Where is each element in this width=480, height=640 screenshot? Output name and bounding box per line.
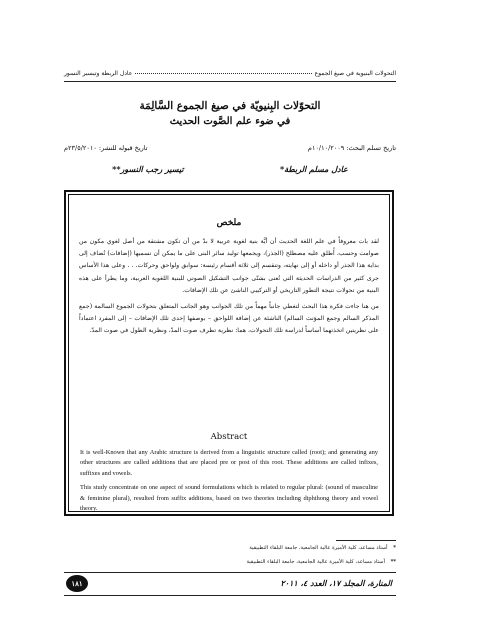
received-date: تاريخ تسلم البحث: ١٠/١٠/٢٠٠٩م xyxy=(307,144,396,152)
english-abstract-body xyxy=(80,448,378,518)
footnote-rule xyxy=(336,540,396,541)
footnote-1 xyxy=(196,545,396,551)
header-rule xyxy=(64,81,396,82)
footnotes xyxy=(196,540,396,573)
footnote-1-mark: * xyxy=(393,545,396,551)
author-1: عادل مسلم الربطة* xyxy=(279,164,348,174)
author-2: تيسير رجب النسور** xyxy=(112,164,184,174)
arabic-abstract-paragraph-2: من هنا جاءت فكرة هذا البحث لتغطي جانباً مهماً من تلك الجوانب وهو الجانب المتعلق بتحولات الجموع السالمة (جمع المذكر السالم وجمع المؤنث السالم) الناشئة عن إضافة اللواحق – بوصفها إحدى تلك الإضافات – إلى المفرد اعتماداً على نظريتين اتخذتهما أساساً لدراسة تلك التحولات، هما: نظرية تطرف صوت المدّ، ونظرية الطول في صوت المدّ. xyxy=(79,303,379,335)
footnote-2-text: أستاذ مساعد، كلية الأميرة عالية الجامعية، جامعة البلقاء التطبيقية xyxy=(246,559,385,565)
page-number: ١٨١ xyxy=(66,575,88,592)
title-line-1: التحوّلات البِنيويّة في صيغ الجموع السَّالِمَة xyxy=(139,100,321,112)
arabic-abstract-heading: ملخص xyxy=(216,218,242,228)
footnote-2-mark: ** xyxy=(390,559,396,565)
submission-dates xyxy=(64,144,396,152)
journal-citation: المنارة، المجلد ١٧، العدد ٤، ٢٠١١ xyxy=(280,578,392,588)
running-header xyxy=(64,66,396,80)
header-right-text: التحولات البنيوية في صيغ الجموع xyxy=(314,69,396,77)
arabic-abstract-body xyxy=(79,236,379,342)
paper-title xyxy=(64,100,396,127)
english-abstract-heading: Abstract xyxy=(210,432,248,442)
page-footer xyxy=(64,572,396,596)
footnote-1-text: أستاذ مساعد، كلية الأميرة عالية الجامعية، جامعة البلقاء التطبيقية xyxy=(249,545,388,551)
header-left-text: عادل الربطة وتيسير النسور xyxy=(64,69,133,77)
accepted-date: تاريخ قبوله للنشر: ٢٣/٥/٢٠١٠م xyxy=(64,144,148,152)
authors xyxy=(64,164,396,174)
header-leader-dots xyxy=(135,72,311,74)
english-abstract-paragraph-2: This study concentrate on one aspect of sound formulations which is related to regular plural: (sound of masculine & feminine plural), resulted from suffix additions, based on two theories including diphthong theory and vowel theory. xyxy=(80,484,378,513)
paper-page xyxy=(64,66,396,596)
abstract-box xyxy=(64,190,394,516)
arabic-abstract-paragraph-1: لقد بات معروفاً في علم اللغة الحديث أن أيَّة بنية لغوية عربية لا بدّ من أن تكون مشتقة من أصل لغوي مكون من صوامت وحسب، أُطلق عليه مصطلح (الجذر)، ويجمعها توليد سائر البنى على ما يمكن أن نسميها (إضافات) تُضاف إلى بداية هذا الجذر أو داخله أو إلى نهايته، وتنقسم إلى ثلاثة أقسام رئيسة: سوابق ولواحق وحركات. . . وعلى هذا الأساس جرى كثير من الدراسات الحديثة التي تُعنى بشتّى جوانب التشكيل الصوتي للبنية اللغوية العربية، وما يطرأ على هذه البنية من تحولات نتيجة التطور التاريخي أو التركيبي الناشئ عن تلك الإضافات. xyxy=(79,238,379,294)
title-line-2: في ضوء علم الصَّوت الحديث xyxy=(169,116,291,127)
english-abstract-paragraph-1: It is well-Known that any Arabic structure is derived from a linguistic structure called (root); and generating any other structures are called additions that are placed pre or post of this root. These additions are called infixes, suffixes and vowels. xyxy=(80,449,378,477)
footnote-2 xyxy=(196,559,396,565)
